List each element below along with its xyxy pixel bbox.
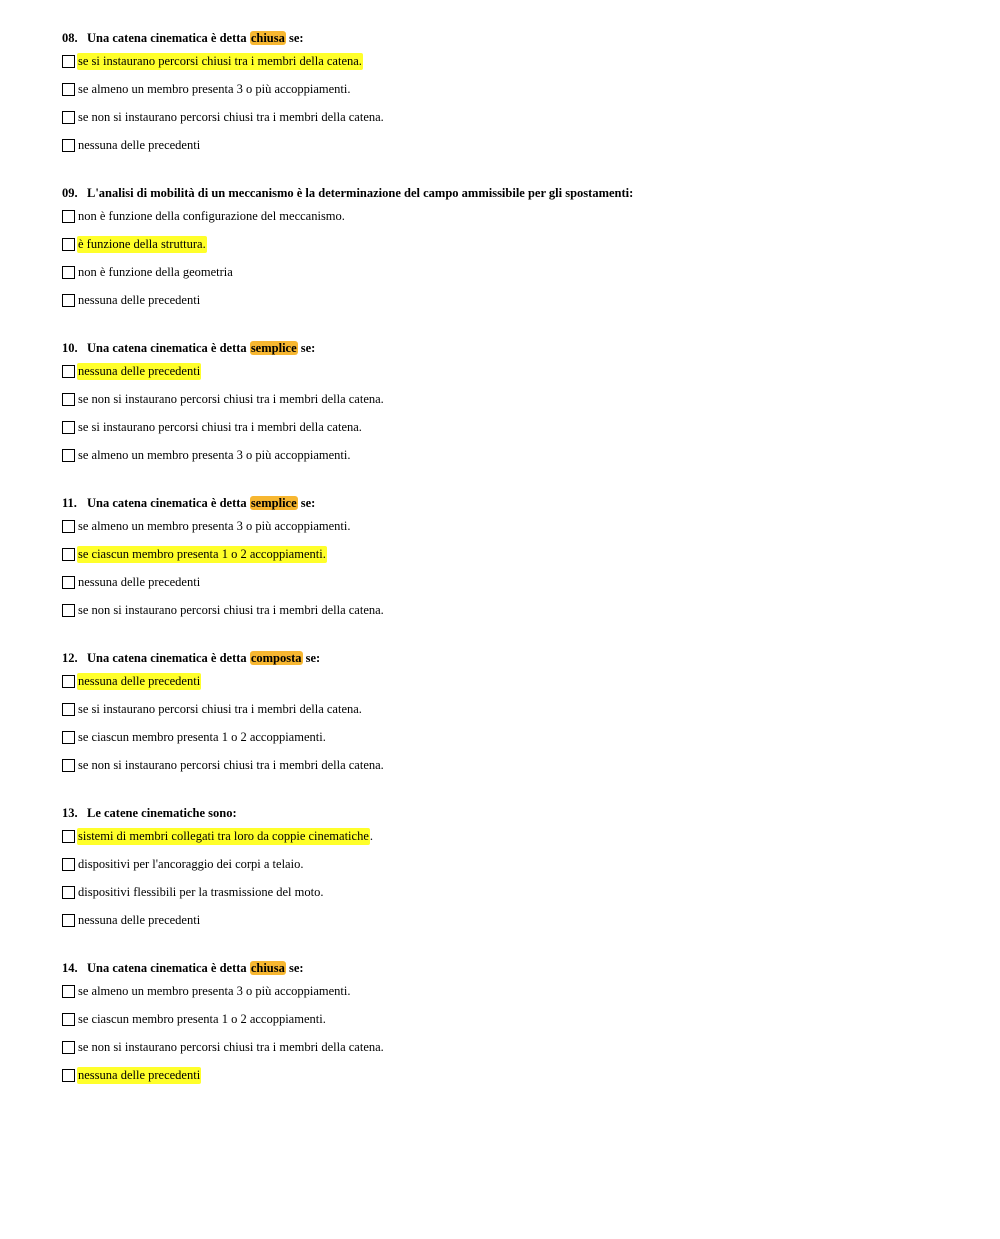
answer-option[interactable] [62, 1061, 1000, 1089]
answer-checkbox[interactable] [62, 886, 75, 899]
answer-checkbox[interactable] [62, 759, 75, 772]
answer-checkbox[interactable] [62, 238, 75, 251]
question-title [62, 804, 1000, 822]
answer-checkbox[interactable] [62, 393, 75, 406]
question-0 [62, 29, 1000, 159]
answer-checkbox[interactable] [62, 294, 75, 307]
answer-text-highlighted: se si instaurano percorsi chiusi tra i membri della catena. [78, 53, 362, 68]
answer-option[interactable] [62, 413, 1000, 441]
answer-text-highlighted: nessuna delle precedenti [78, 1067, 201, 1082]
question-number: 09. [62, 186, 78, 200]
answer-option[interactable] [62, 286, 1000, 314]
answer-text-highlighted: sistemi di membri collegati tra loro da coppie cinematiche [78, 828, 369, 843]
answer-checkbox[interactable] [62, 520, 75, 533]
answer-text: se non si instaurano percorsi chiusi tra i membri della catena. [78, 757, 384, 772]
question-keyword: chiusa [250, 961, 285, 975]
answer-text: se si instaurano percorsi chiusi tra i membri della catena. [78, 419, 362, 434]
answer-option[interactable] [62, 1033, 1000, 1061]
answer-text: se almeno un membro presenta 3 o più accoppiamenti. [78, 447, 351, 462]
answer-text: se ciascun membro presenta 1 o 2 accoppiamenti. [78, 729, 326, 744]
question-2 [62, 339, 1000, 469]
answer-option[interactable] [62, 822, 1000, 850]
answer-option[interactable] [62, 441, 1000, 469]
answer-text-highlighted: se ciascun membro presenta 1 o 2 accoppiamenti. [78, 546, 326, 561]
question-text: L'analisi di mobilità di un meccanismo è la determinazione del campo ammissibile per gli spostamenti: [87, 186, 634, 200]
question-6 [62, 959, 1000, 1089]
answer-checkbox[interactable] [62, 604, 75, 617]
question-title [62, 29, 1000, 47]
answer-text-highlighted: nessuna delle precedenti [78, 363, 201, 378]
answer-text: se non si instaurano percorsi chiusi tra i membri della catena. [78, 109, 384, 124]
question-text: Le catene cinematiche sono: [87, 806, 237, 820]
question-1 [62, 184, 1000, 314]
answer-option[interactable] [62, 230, 1000, 258]
answer-checkbox[interactable] [62, 266, 75, 279]
answer-checkbox[interactable] [62, 548, 75, 561]
answer-checkbox[interactable] [62, 139, 75, 152]
answer-option[interactable] [62, 596, 1000, 624]
question-title [62, 494, 1000, 512]
answer-option[interactable] [62, 906, 1000, 934]
question-number: 12. [62, 651, 78, 665]
answer-checkbox[interactable] [62, 1069, 75, 1082]
question-title [62, 959, 1000, 977]
question-number: 08. [62, 31, 78, 45]
answer-option[interactable] [62, 357, 1000, 385]
answer-checkbox[interactable] [62, 111, 75, 124]
question-suffix: se: [305, 651, 321, 665]
answer-text: se almeno un membro presenta 3 o più accoppiamenti. [78, 81, 351, 96]
answer-checkbox[interactable] [62, 830, 75, 843]
answer-option[interactable] [62, 103, 1000, 131]
question-keyword: chiusa [250, 31, 285, 45]
answer-option[interactable] [62, 667, 1000, 695]
answer-text-rest: . [369, 828, 374, 843]
answer-option[interactable] [62, 977, 1000, 1005]
answer-option[interactable] [62, 131, 1000, 159]
answer-checkbox[interactable] [62, 210, 75, 223]
answer-text: se non si instaurano percorsi chiusi tra i membri della catena. [78, 1039, 384, 1054]
answer-option[interactable] [62, 568, 1000, 596]
answer-option[interactable] [62, 258, 1000, 286]
answer-text: se almeno un membro presenta 3 o più accoppiamenti. [78, 518, 351, 533]
answer-text-highlighted: nessuna delle precedenti [78, 673, 201, 688]
answer-checkbox[interactable] [62, 83, 75, 96]
answer-option[interactable] [62, 850, 1000, 878]
question-number: 13. [62, 806, 78, 820]
answer-option[interactable] [62, 202, 1000, 230]
question-suffix: se: [300, 341, 316, 355]
answer-checkbox[interactable] [62, 985, 75, 998]
answer-checkbox[interactable] [62, 55, 75, 68]
question-5 [62, 804, 1000, 934]
question-suffix: se: [300, 496, 316, 510]
answer-text: dispositivi flessibili per la trasmissione del moto. [78, 884, 324, 899]
question-title [62, 184, 1000, 202]
question-title [62, 649, 1000, 667]
answer-checkbox[interactable] [62, 1013, 75, 1026]
question-text: Una catena cinematica è detta [87, 31, 247, 45]
answer-text: nessuna delle precedenti [78, 912, 201, 927]
answer-option[interactable] [62, 751, 1000, 779]
answer-option[interactable] [62, 723, 1000, 751]
question-number: 10. [62, 341, 78, 355]
answer-option[interactable] [62, 75, 1000, 103]
question-suffix: se: [288, 31, 304, 45]
answer-text: se non si instaurano percorsi chiusi tra i membri della catena. [78, 602, 384, 617]
answer-text: se ciascun membro presenta 1 o 2 accoppiamenti. [78, 1011, 326, 1026]
question-4 [62, 649, 1000, 779]
answer-text: non è funzione della configurazione del meccanismo. [78, 208, 345, 223]
answer-text: nessuna delle precedenti [78, 137, 201, 152]
question-3 [62, 494, 1000, 624]
question-number: 11. [62, 496, 77, 510]
question-text: Una catena cinematica è detta [87, 496, 247, 510]
answer-text: se si instaurano percorsi chiusi tra i membri della catena. [78, 701, 362, 716]
answer-option[interactable] [62, 695, 1000, 723]
question-keyword: composta [250, 651, 302, 665]
answer-option[interactable] [62, 878, 1000, 906]
answer-checkbox[interactable] [62, 365, 75, 378]
answer-text: non è funzione della geometria [78, 264, 233, 279]
question-text: Una catena cinematica è detta [87, 961, 247, 975]
question-number: 14. [62, 961, 78, 975]
question-title [62, 339, 1000, 357]
answer-option[interactable] [62, 47, 1000, 75]
question-keyword: semplice [250, 496, 297, 510]
answer-checkbox[interactable] [62, 858, 75, 871]
question-keyword: semplice [250, 341, 297, 355]
question-text: Una catena cinematica è detta [87, 341, 247, 355]
answer-checkbox[interactable] [62, 914, 75, 927]
question-text: Una catena cinematica è detta [87, 651, 247, 665]
answer-option[interactable] [62, 512, 1000, 540]
answer-checkbox[interactable] [62, 675, 75, 688]
answer-checkbox[interactable] [62, 449, 75, 462]
answer-text: se non si instaurano percorsi chiusi tra i membri della catena. [78, 391, 384, 406]
answer-text-highlighted: è funzione della struttura. [78, 236, 206, 251]
answer-checkbox[interactable] [62, 731, 75, 744]
answer-option[interactable] [62, 540, 1000, 568]
answer-text: se almeno un membro presenta 3 o più accoppiamenti. [78, 983, 351, 998]
answer-checkbox[interactable] [62, 1041, 75, 1054]
question-suffix: se: [288, 961, 304, 975]
answer-text: nessuna delle precedenti [78, 292, 201, 307]
answer-checkbox[interactable] [62, 421, 75, 434]
answer-option[interactable] [62, 385, 1000, 413]
answer-checkbox[interactable] [62, 576, 75, 589]
answer-option[interactable] [62, 1005, 1000, 1033]
answer-text: dispositivi per l'ancoraggio dei corpi a telaio. [78, 856, 304, 871]
answer-text: nessuna delle precedenti [78, 574, 201, 589]
answer-checkbox[interactable] [62, 703, 75, 716]
